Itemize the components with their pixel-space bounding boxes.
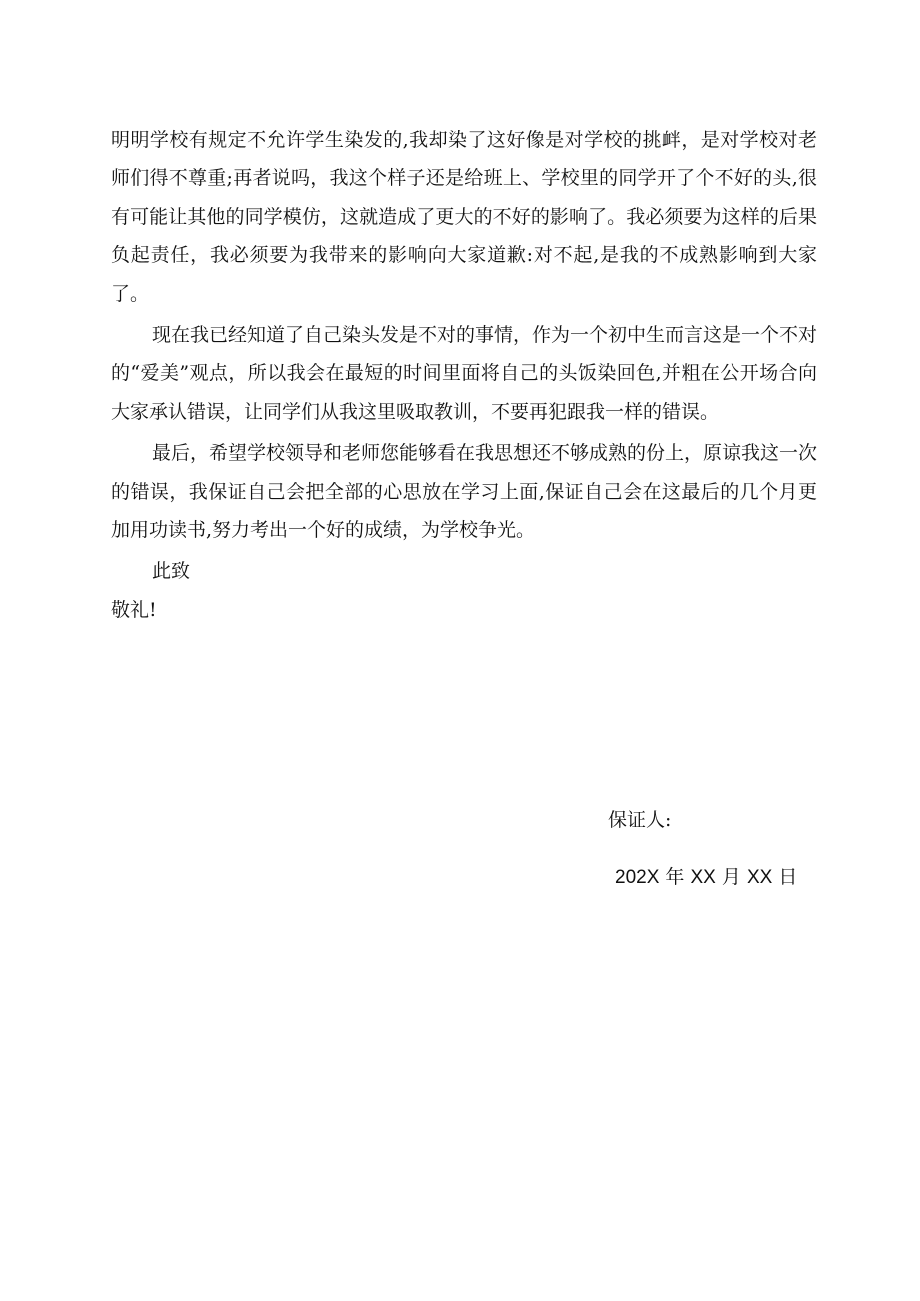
paragraph-1: 明明学校有规定不允许学生染发的,我却染了这好像是对学校的挑衅，是对学校对老师们得不尊重;再者说吗，我这个样子还是给班上、学校里的同学开了个不好的头,很有可能让其他的同学模仿，这就造成了更大的不好的影响了。我必须要为这样的后果负起责任，我必须要为我带来的影响向大家道歉:对不起,是我的不成熟影响到大家了。: [111, 129, 817, 305]
signature-label: 保证人:: [608, 809, 672, 831]
date-month-unit: 月: [721, 866, 741, 888]
date-day: XX: [746, 867, 773, 888]
closing-line: 此致: [152, 560, 191, 583]
paragraph-3: 最后，希望学校领导和老师您能够看在我思想还不够成熟的份上，原谅我这一次的错误，我保证自己会把全部的心思放在学习上面,保证自己会在这最后的几个月更加用功读书,努力考出一个好的成绩，为学校争光。: [111, 442, 818, 542]
date-year-unit: 年: [665, 866, 685, 888]
salutation: 敬礼!: [111, 598, 157, 621]
date-line: [615, 858, 797, 897]
date-year: 202X: [615, 867, 660, 888]
date-month: XX: [690, 867, 716, 888]
letter-body: [111, 121, 817, 629]
paragraph-2: 现在我已经知道了自己染头发是不对的事情，作为一个初中生而言这是一个不对的“爱美”观点，所以我会在最短的时间里面将自己的头饭染回色,并粗在公开场合向大家承认错误，让同学们从我这里吸取教训，不要再犯跟我一样的错误。: [111, 324, 818, 423]
date-day-unit: 日: [778, 866, 798, 888]
